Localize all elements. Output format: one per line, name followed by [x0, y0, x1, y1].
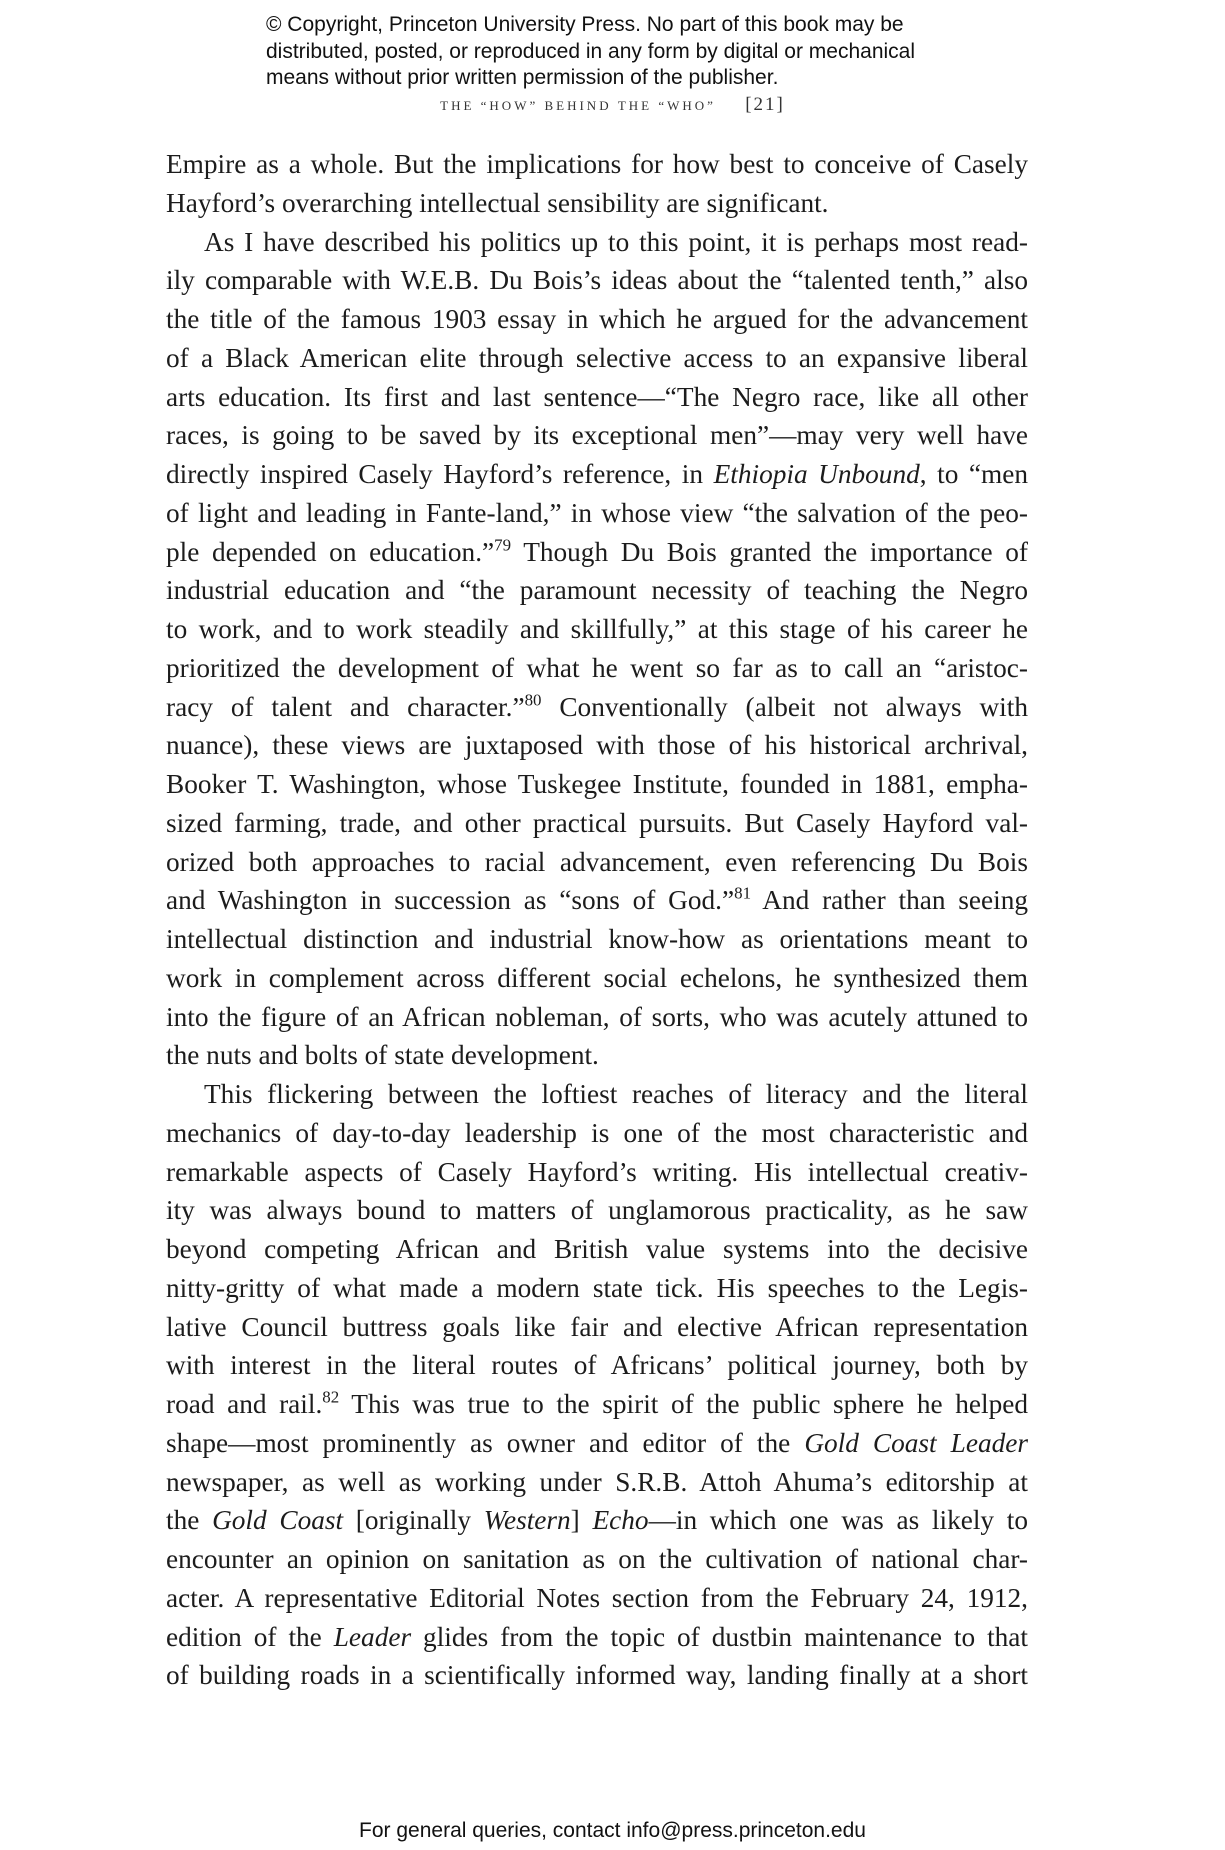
footer-contact: For general queries, contact info@press.princeton.edu [359, 1819, 866, 1842]
text-fragment: ity was always bound to matters of unglamorous practicality, as he saw [166, 1195, 1028, 1226]
text-line [166, 1308, 1028, 1347]
text-fragment: of light and leading in Fante-land,” in whose view “the salvation of the peo- [166, 497, 1028, 528]
text-line [166, 1230, 1028, 1269]
text-line [166, 726, 1028, 765]
text-line [166, 1656, 1028, 1695]
italic-title: Echo [592, 1505, 649, 1536]
text-fragment: encounter an opinion on sanitation as on the cultivation of national char- [166, 1544, 1028, 1574]
text-fragment: ] [570, 1505, 593, 1536]
text-line [166, 920, 1028, 959]
text-line [166, 339, 1028, 378]
text-fragment: Booker T. Washington, whose Tuskegee Institute, founded in 1881, empha- [166, 769, 1028, 799]
text-fragment: industrial education and “the paramount necessity of teaching the Negro [166, 575, 1028, 606]
text-fragment: prioritized the development of what he went so far as to call an “aristoc- [166, 652, 1028, 683]
copyright-line: distributed, posted, or reproduced in any form by digital or mechanical [266, 39, 916, 63]
text-fragment: mechanics of day-to-day leadership is one of the most characteristic and [166, 1117, 1028, 1148]
text-line [166, 649, 1028, 688]
text-fragment: And rather than seeing [751, 885, 1028, 916]
italic-title: Gold Coast [212, 1505, 344, 1536]
text-line [166, 959, 1028, 998]
text-fragment: and Washington in succession as “sons of God.” [166, 885, 735, 916]
text-fragment: directly inspired Casely Hayford’s reference, in [166, 459, 714, 489]
italic-title: Western [483, 1505, 571, 1536]
text-fragment: beyond competing African and British value systems into the decisive [166, 1234, 1028, 1264]
text-fragment: road and rail. [166, 1389, 323, 1419]
running-head-title: the “how” behind the “who” [440, 94, 716, 115]
text-fragment: to work, and to work steadily and skillfully,” at this stage of his career he [166, 614, 1028, 644]
running-head [0, 94, 1225, 116]
text-line [166, 1463, 1028, 1502]
text-fragment: the title of the famous 1903 essay in which he argued for the advancement [166, 304, 1028, 334]
text-line [166, 765, 1028, 804]
text-fragment: shape—most prominently as owner and editor of the [166, 1427, 805, 1458]
text-fragment: Hayford’s overarching intellectual sensibility are significant. [166, 187, 829, 218]
text-fragment: Though Du Bois granted the importance of [511, 536, 1028, 567]
footnote-marker: 81 [734, 883, 752, 903]
text-fragment: nuance), these views are juxtaposed with those of his historical archrival, [166, 730, 1028, 761]
italic-title: Leader [333, 1621, 412, 1652]
text-line [166, 1153, 1028, 1192]
text-line [166, 1540, 1028, 1579]
text-fragment: of building roads in a scientifically informed way, landing finally at a short [166, 1660, 1028, 1691]
text-line [166, 1114, 1028, 1153]
text-line [166, 300, 1028, 339]
text-line [166, 533, 1028, 572]
text-fragment: of a Black American elite through selective access to an expansive liberal [166, 342, 1028, 373]
text-line [166, 494, 1028, 533]
text-fragment: the nuts and bolts of state development. [166, 1040, 599, 1071]
text-fragment: ily comparable with W.E.B. Du Bois’s ideas about the “talented tenth,” also [166, 265, 1028, 296]
text-line [166, 223, 1028, 262]
text-line [166, 843, 1028, 882]
copyright-line: means without prior written permission of the publisher. [266, 66, 779, 89]
text-fragment: This flickering between the loftiest reaches of literacy and the literal [204, 1079, 1028, 1109]
text-line [166, 688, 1028, 727]
italic-title: Gold Coast Leader [804, 1427, 1029, 1458]
text-fragment: into the figure of an African nobleman, of sorts, who was acutely attuned to [166, 1001, 1028, 1032]
text-line [166, 416, 1028, 455]
text-fragment: newspaper, as well as working under S.R.B. Attoh Ahuma’s editorship at [166, 1466, 1028, 1497]
footnote-marker: 80 [524, 690, 542, 710]
text-fragment: intellectual distinction and industrial know-how as orientations meant to [166, 924, 1028, 954]
text-fragment: arts education. Its first and last sentence—“The Negro race, like all other [166, 381, 1028, 412]
text-fragment: edition of the [166, 1621, 334, 1652]
footnote-marker: 79 [494, 535, 512, 555]
text-fragment: sized farming, trade, and other practical pursuits. But Casely Hayford val- [166, 807, 1028, 838]
page-number: [21] [745, 94, 785, 115]
text-fragment: Conventionally (albeit not always with [541, 691, 1028, 722]
text-fragment: glides from the topic of dustbin maintenance to that [411, 1621, 1029, 1652]
text-line [166, 1036, 1028, 1075]
text-line [166, 610, 1028, 649]
footnote-marker: 82 [322, 1387, 340, 1407]
text-line [166, 1618, 1028, 1657]
text-fragment: racy of talent and character.” [166, 691, 525, 722]
text-fragment: nitty-gritty of what made a modern state tick. His speeches to the Legis- [166, 1272, 1028, 1303]
text-line [166, 1269, 1028, 1308]
text-fragment: lative Council buttress goals like fair and elective African representation [166, 1311, 1028, 1342]
copyright-line: © Copyright, Princeton University Press. No part of this book may be [266, 13, 904, 36]
italic-title: Ethiopia Unbound [713, 459, 920, 489]
text-fragment: This was true to the spirit of the public sphere he helped [339, 1389, 1028, 1419]
text-line [166, 378, 1028, 417]
text-line [166, 1191, 1028, 1230]
copyright-notice [266, 12, 1026, 92]
text-line [166, 804, 1028, 843]
text-line [166, 881, 1028, 920]
text-fragment: orized both approaches to racial advancement, even referencing Du Bois [166, 846, 1028, 877]
text-fragment: [originally [343, 1505, 484, 1536]
text-line [166, 571, 1028, 610]
text-fragment: remarkable aspects of Casely Hayford’s writing. His intellectual creativ- [166, 1156, 1028, 1187]
text-fragment: races, is going to be saved by its exceptional men”—may very well have [166, 420, 1028, 451]
text-line [166, 1501, 1028, 1540]
text-fragment: with interest in the literal routes of Africans’ political journey, both by [166, 1350, 1028, 1381]
text-fragment: acter. A representative Editorial Notes section from the February 24, 1912, [166, 1582, 1028, 1613]
text-fragment: work in complement across different social echelons, he synthesized them [166, 962, 1028, 993]
text-line [166, 1075, 1028, 1114]
text-fragment: Empire as a whole. But the implications for how best to conceive of Casely [166, 149, 1028, 179]
text-line [166, 1385, 1028, 1424]
text-fragment: As I have described his politics up to this point, it is perhaps most read- [204, 226, 1028, 257]
text-line [166, 998, 1028, 1037]
text-line [166, 1579, 1028, 1618]
text-fragment: —in which one was as likely to [648, 1505, 1029, 1536]
text-fragment: ple depended on education.” [166, 536, 495, 567]
text-line [166, 1346, 1028, 1385]
text-fragment: , to “men [919, 459, 1029, 489]
text-line [166, 145, 1028, 184]
text-line [166, 261, 1028, 300]
text-line [166, 455, 1028, 494]
text-fragment: the [166, 1505, 213, 1536]
text-line [166, 184, 1028, 223]
text-line [166, 1424, 1028, 1463]
body-text [166, 145, 1028, 1695]
